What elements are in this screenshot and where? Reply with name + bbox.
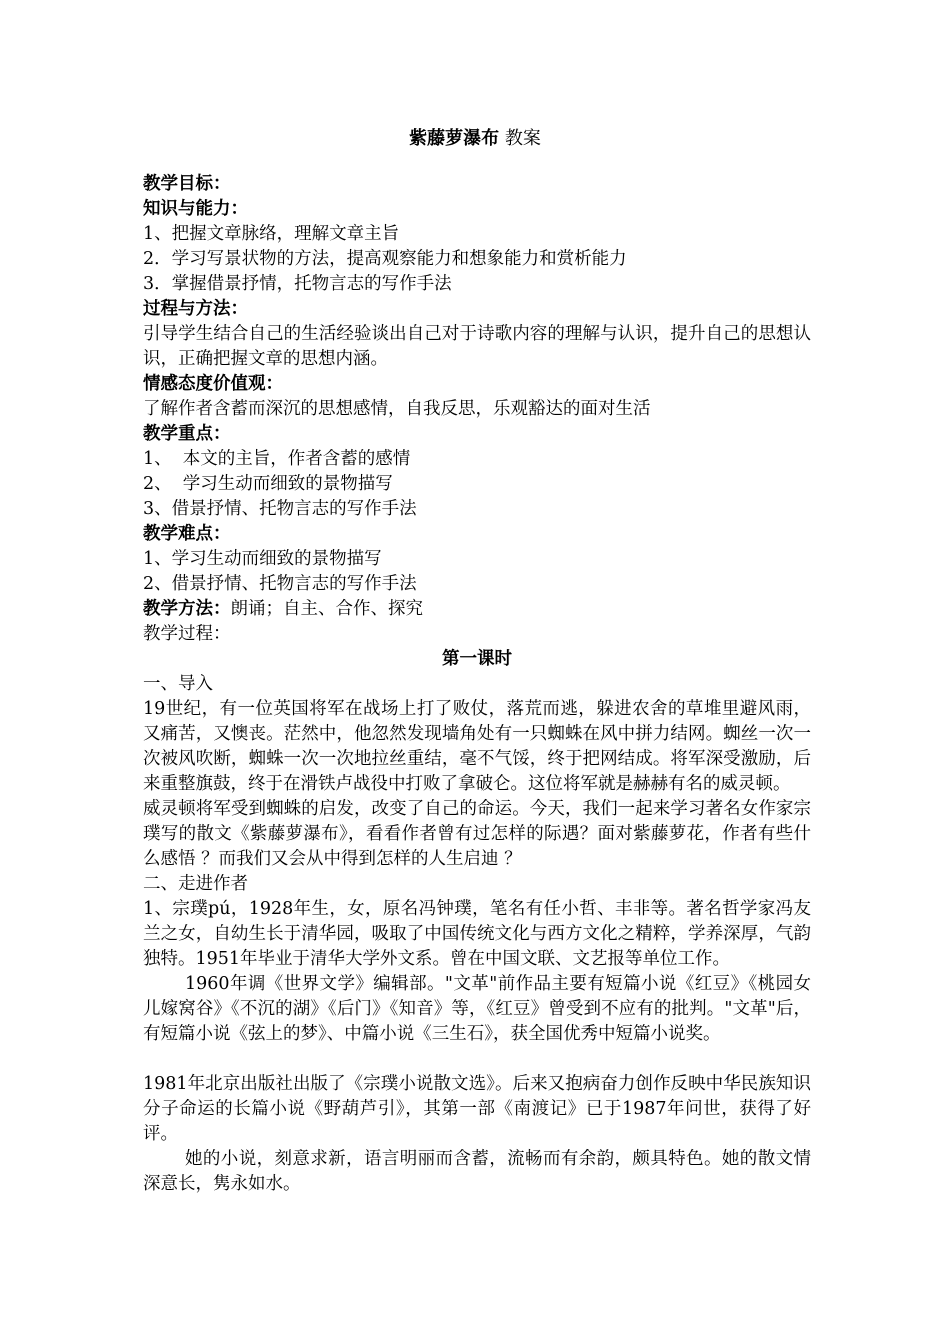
section2-para: 她的小说，刻意求新，语言明丽而含蓄，流畅而有余韵，颇具特色。她的散文情深意长，隽永如水。 xyxy=(143,1149,811,1194)
knowledge-item: 2．学习写景状物的方法，提高观察能力和想象能力和赏析能力 xyxy=(143,249,627,269)
difficulties-heading: 教学难点： xyxy=(143,524,231,544)
knowledge-item: 3．掌握借景抒情，托物言志的写作手法 xyxy=(143,274,452,294)
section1-para: 威灵顿将军受到蜘蛛的启发，改变了自己的命运。今天，我们一起来学习著名女作家宗璞写的散文《紫藤萝瀑布》，看看作者曾有过怎样的际遇？面对紫藤萝花，作者有些什么感悟 ？而我们又会从中得到怎样的人生启迪 ？ xyxy=(143,799,811,869)
section2-para: 1981年北京出版社出版了《宗璞小说散文选》。后来又抱病奋力创作反映中华民族知识分子命运的长篇小说《野葫芦引》，其第一部《南渡记》已于1987年问世，获得了好评。 xyxy=(143,1074,811,1144)
blank-line xyxy=(143,1047,811,1072)
emotion-heading: 情感态度价值观： xyxy=(143,374,283,394)
key-points-heading: 教学重点： xyxy=(143,424,231,444)
key-point-item: 3、借景抒情、托物言志的写作手法 xyxy=(143,499,417,519)
objectives-heading: 教学目标： xyxy=(143,174,231,194)
title-suffix: 教案 xyxy=(499,128,541,149)
process-text: 引导学生结合自己的生活经验谈出自己对于诗歌内容的理解与认识，提升自己的思想认识，正确把握文章的思想内涵。 xyxy=(143,324,811,369)
document-title xyxy=(0,126,950,152)
methods-line xyxy=(143,597,811,622)
section1-heading: 一、导入 xyxy=(143,674,213,694)
section2-para: 1、宗璞pú，1928年生，女，原名冯钟璞，笔名有任小哲、丰非等。著名哲学家冯友兰之女，自幼生长于清华园，吸取了中国传统文化与西方文化之精粹，学养深厚，气韵独特。1951年毕业于清华大学外文系。曾在中国文联、文艺报等单位工作。 xyxy=(143,899,811,969)
emotion-text: 了解作者含蓄而深沉的思想感情，自我反思，乐观豁达的面对生活 xyxy=(143,399,651,419)
difficulty-item: 2、借景抒情、托物言志的写作手法 xyxy=(143,574,417,594)
document-body xyxy=(143,172,811,1197)
process-heading: 过程与方法： xyxy=(143,299,248,319)
methods-heading: 教学方法： xyxy=(143,599,231,619)
section1-para: 19世纪，有一位英国将军在战场上打了败仗，落荒而逃，躲进农舍的草堆里避风雨，又痛苦，又懊丧。茫然中，他忽然发现墙角处有一只蜘蛛在风中拼力结网。蜘丝一次一次被风吹断，蜘蛛一次一次地拉丝重结，毫不气馁，终于把网结成。将军深受激励，后来重整旗鼓，终于在滑铁卢战役中打败了拿破仑。这位将军就是赫赫有名的威灵顿。 xyxy=(143,699,811,794)
title-main: 紫藤萝瀑布 xyxy=(409,128,500,149)
difficulty-item: 1、学习生动而细致的景物描写 xyxy=(143,549,382,569)
key-point-item: 1、 本文的主旨，作者含蓄的感情 xyxy=(143,449,411,469)
process-label: 教学过程： xyxy=(143,624,231,644)
methods-text: 朗诵；自主、合作、探究 xyxy=(230,599,423,619)
section2-para: 1960年调《世界文学》编辑部。"文革"前作品主要有短篇小说《红豆》《桃园女儿嫁窝谷》《不沉的湖》《后门》《知音》等，《红豆》曾受到不应有的批判。"文革"后，有短篇小说《弦上的梦》、中篇小说《三生石》，获全国优秀中短篇小说奖。 xyxy=(143,974,811,1044)
knowledge-item: 1、把握文章脉络，理解文章主旨 xyxy=(143,224,400,244)
lesson-heading: 第一课时 xyxy=(442,649,512,669)
key-point-item: 2、 学习生动而细致的景物描写 xyxy=(143,474,393,494)
section2-heading: 二、走进作者 xyxy=(143,874,248,894)
knowledge-heading: 知识与能力： xyxy=(143,199,248,219)
